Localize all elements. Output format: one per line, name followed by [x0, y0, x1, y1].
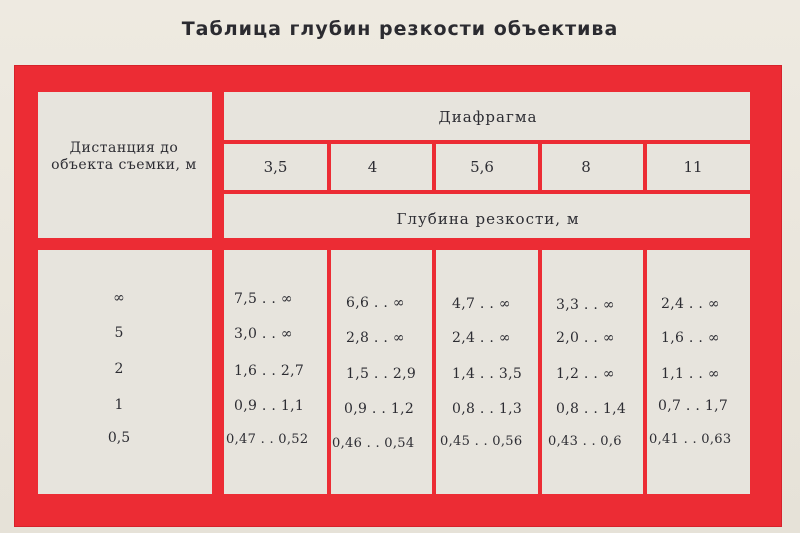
- aperture-value: 4: [367, 158, 378, 176]
- aperture-value: 11: [683, 158, 703, 176]
- depth-value: 0,41 . . 0,63: [649, 432, 732, 447]
- aperture-value: 5,6: [470, 158, 494, 176]
- depth-value: 0,7 . . 1,7: [658, 398, 729, 414]
- depth-value: 3,0 . . ∞: [234, 326, 293, 342]
- depth-value: 0,9 . . 1,1: [234, 398, 305, 414]
- depth-value: 1,2 . . ∞: [556, 366, 615, 382]
- distance-value: 2: [114, 361, 124, 377]
- depth-value: 4,7 . . ∞: [452, 296, 511, 312]
- aperture-header-label: Диафрагма: [438, 108, 538, 126]
- depth-value: 1,1 . . ∞: [661, 366, 720, 382]
- distance-value: ∞: [113, 290, 125, 306]
- depth-value: 0,43 . . 0,6: [548, 434, 622, 449]
- aperture-value: 3,5: [263, 158, 288, 176]
- depth-value: 1,6 . . ∞: [661, 330, 720, 346]
- distance-value: 5: [114, 325, 124, 341]
- distance-value: 1: [114, 397, 124, 413]
- depth-value: 2,0 . . ∞: [556, 330, 615, 346]
- aperture-value: 8: [581, 158, 591, 176]
- depth-value: 2,4 . . ∞: [661, 296, 720, 312]
- depth-value: 0,9 . . 1,2: [344, 401, 415, 417]
- depth-value: 2,8 . . ∞: [346, 330, 405, 346]
- distance-value: 0,5: [107, 430, 131, 446]
- depth-value: 1,5 . . 2,9: [346, 366, 417, 382]
- depth-value: 0,45 . . 0,56: [440, 434, 523, 449]
- depth-header-label: Глубина резкости, м: [396, 210, 580, 228]
- depth-value: 1,6 . . 2,7: [234, 363, 305, 379]
- depth-value: 0,8 . . 1,3: [452, 401, 523, 417]
- table-title: Таблица глубин резкости объектива: [181, 18, 619, 40]
- depth-value: 0,8 . . 1,4: [556, 401, 627, 417]
- depth-value: 6,6 . . ∞: [346, 295, 405, 311]
- depth-value: 3,3 . . ∞: [556, 297, 615, 313]
- distance-header-label: Дистанция до объекта съемки, м: [51, 140, 197, 173]
- depth-value: 0,47 . . 0,52: [226, 432, 309, 447]
- depth-value: 1,4 . . 3,5: [452, 366, 523, 382]
- depth-value: 7,5 . . ∞: [234, 291, 293, 307]
- depth-value: 2,4 . . ∞: [452, 330, 511, 346]
- depth-value: 0,46 . . 0,54: [332, 436, 415, 451]
